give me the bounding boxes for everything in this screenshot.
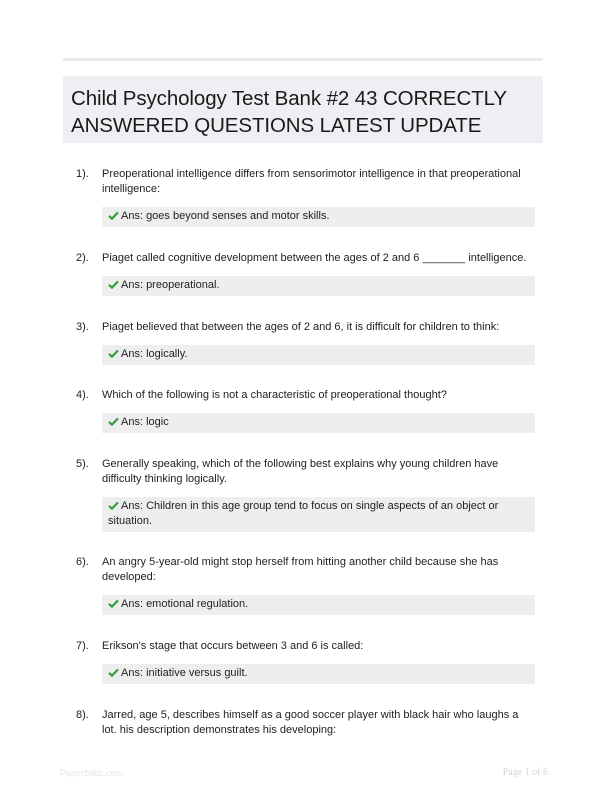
check-icon bbox=[108, 668, 119, 677]
question-item bbox=[63, 708, 543, 738]
check-icon bbox=[108, 417, 119, 426]
question-text: An angry 5-year-old might stop herself from hitting another child because she has developed: bbox=[102, 556, 499, 583]
question-number: 3). bbox=[76, 321, 89, 333]
question-number: 8). bbox=[76, 709, 89, 721]
check-icon bbox=[108, 349, 119, 358]
question-text: Which of the following is not a characteristic of preoperational thought? bbox=[102, 389, 447, 401]
page-number: Page 1 of 6 bbox=[502, 767, 548, 778]
title-banner bbox=[63, 76, 543, 143]
check-icon bbox=[108, 501, 119, 510]
answer-text: Ans: emotional regulation. bbox=[121, 598, 249, 610]
question-text: Erikson's stage that occurs between 3 and 6 is called: bbox=[102, 640, 364, 652]
question-text: Piaget believed that between the ages of 2 and 6, it is difficult for children to think: bbox=[102, 321, 500, 333]
answer-text: Ans: logic bbox=[121, 416, 169, 428]
answer-box bbox=[102, 497, 535, 532]
check-icon bbox=[108, 211, 119, 220]
answer-text: Ans: Children in this age group tend to focus on single aspects of an object or situation. bbox=[108, 500, 499, 527]
question-item bbox=[63, 388, 543, 433]
answer-box bbox=[102, 345, 535, 365]
answer-box bbox=[102, 664, 535, 684]
question-item bbox=[63, 457, 543, 532]
question-item bbox=[63, 167, 543, 227]
question-text: Generally speaking, which of the following best explains why young children have difficulty thinking logically. bbox=[102, 458, 499, 485]
answer-text: Ans: preoperational. bbox=[121, 279, 220, 291]
question-number: 1). bbox=[76, 168, 89, 180]
check-icon bbox=[108, 599, 119, 608]
question-text: Jarred, age 5, describes himself as a good soccer player with black hair who laughs a lot. his description demonstrates his developing: bbox=[102, 709, 519, 736]
document-title: Child Psychology Test Bank #2 43 CORRECTLY ANSWERED QUESTIONS LATEST UPDATE bbox=[71, 87, 507, 137]
footer-watermark: PaperStitic.com bbox=[60, 768, 124, 778]
question-number: 6). bbox=[76, 556, 89, 568]
check-icon bbox=[108, 280, 119, 289]
answer-text: Ans: goes beyond senses and motor skills. bbox=[121, 210, 330, 222]
answer-box bbox=[102, 207, 535, 227]
question-text: Preoperational intelligence differs from sensorimotor intelligence in that preoperational intelligence: bbox=[102, 168, 521, 195]
answer-box bbox=[102, 413, 535, 433]
question-number: 4). bbox=[76, 389, 89, 401]
answer-text: Ans: logically. bbox=[121, 348, 188, 360]
question-item bbox=[63, 639, 543, 684]
question-text: Piaget called cognitive development between the ages of 2 and 6 _______ intelligence. bbox=[102, 252, 527, 264]
question-number: 5). bbox=[76, 458, 89, 470]
question-number: 7). bbox=[76, 640, 89, 652]
answer-box bbox=[102, 276, 535, 296]
answer-text: Ans: initiative versus guilt. bbox=[121, 667, 248, 679]
question-number: 2). bbox=[76, 252, 89, 264]
question-item bbox=[63, 555, 543, 615]
question-item bbox=[63, 251, 543, 296]
answer-box bbox=[102, 595, 535, 615]
top-divider bbox=[63, 58, 543, 61]
question-item bbox=[63, 320, 543, 365]
